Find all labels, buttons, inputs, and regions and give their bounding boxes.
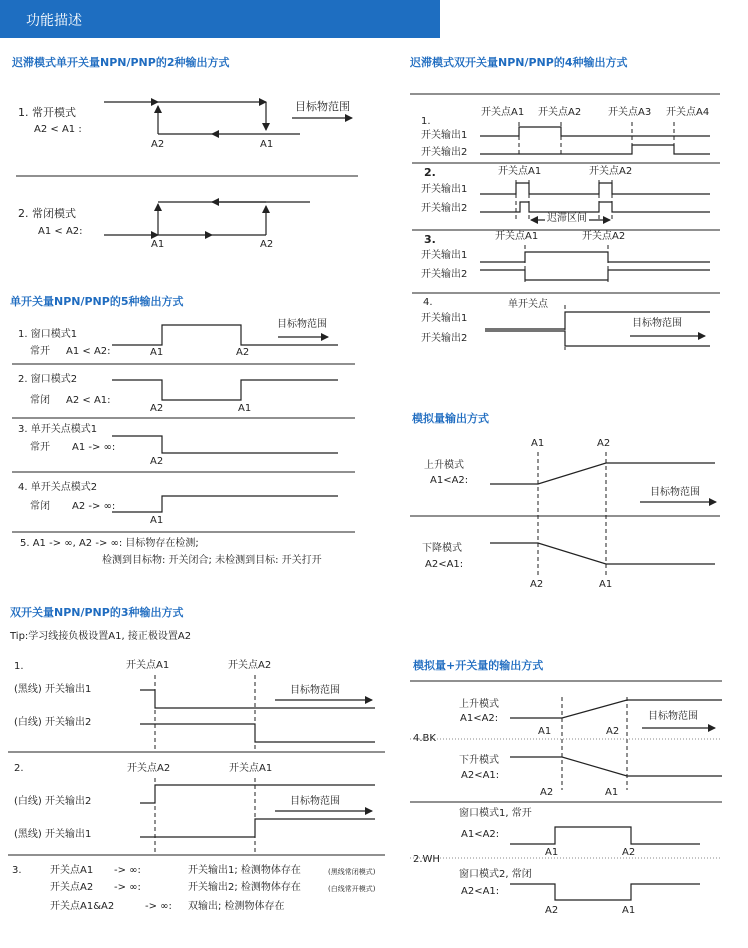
s6-window1-wave bbox=[510, 827, 700, 844]
s2-m2-a2: A2 bbox=[150, 403, 164, 414]
s2-title: 单开关量NPN/PNP的5种输出方式 bbox=[10, 295, 184, 308]
s3-p3-key: 开关点A1 bbox=[50, 865, 94, 876]
s3-p3-key: 开关点A2 bbox=[50, 882, 94, 893]
s3-title: 双开关量NPN/PNP的3种输出方式 bbox=[10, 606, 184, 619]
s4-p1-switchpoint: 开关点A3 bbox=[608, 107, 652, 118]
s3-p2-switchpoint-a2: 开关点A2 bbox=[127, 763, 171, 774]
s6-w2-a1: A1 bbox=[622, 905, 636, 916]
s4-p4-out2-label: 开关输出2 bbox=[421, 333, 468, 344]
s3-p1-out2-wave bbox=[140, 724, 375, 742]
s1-mode2-cond: A1 < A2: bbox=[38, 226, 83, 237]
s3-tip: Tip:学习线接负极设置A1, 接正极设置A2 bbox=[10, 631, 192, 642]
s2-m2-sub: 常闭 bbox=[30, 395, 50, 406]
s3-p3-value: 开关输出2; 检测物体存在 bbox=[188, 882, 301, 893]
s6-a1-label: A1 bbox=[538, 726, 552, 737]
s1-normally-closed-diagram bbox=[104, 202, 310, 235]
s5-rising-label: 上升模式 bbox=[424, 460, 464, 471]
s3-p2-switchpoint-a1: 开关点A1 bbox=[229, 763, 273, 774]
s4-p2-switchpoint-a2: 开关点A2 bbox=[589, 166, 633, 177]
s3-p3-note: (黑线常闭模式) bbox=[328, 868, 376, 876]
s3-p3-index: 3. bbox=[12, 865, 22, 876]
s2-m4-a1: A1 bbox=[150, 515, 164, 526]
s2-m2-cond: A2 < A1: bbox=[66, 395, 111, 406]
s3-p3-arrow: -> ∞: bbox=[114, 865, 141, 876]
s4-p3-index: 3. bbox=[424, 233, 436, 246]
s6-window2-cond: A2<A1: bbox=[461, 886, 500, 897]
s6-falling-label: 下升模式 bbox=[459, 755, 499, 766]
s6-window2-wave bbox=[510, 884, 700, 900]
s2-m4-label: 4. 单开关点模式2 bbox=[18, 482, 98, 493]
s2-m3-sub: 常开 bbox=[30, 442, 50, 453]
s6-window1-cond: A1<A2: bbox=[461, 829, 500, 840]
s2-m1-cond: A1 < A2: bbox=[66, 346, 111, 357]
s6-falling-curve bbox=[510, 757, 722, 776]
s4-p3-out1-label: 开关输出1 bbox=[421, 250, 468, 261]
s6-window1-label: 窗口模式1, 常开 bbox=[459, 808, 532, 819]
s5-falling-cond: A2<A1: bbox=[425, 559, 464, 570]
s6-w1-a1: A1 bbox=[545, 847, 559, 858]
s3-p1-out2-label: (白线) 开关输出2 bbox=[14, 717, 92, 728]
header-title: 功能描述 bbox=[26, 13, 82, 29]
s4-p4-out2-wave bbox=[485, 331, 710, 346]
s6-title: 模拟量+开关量的输出方式 bbox=[413, 659, 544, 672]
s6-wh-label: 2.WH bbox=[413, 854, 440, 865]
s3-p1-index: 1. bbox=[14, 661, 24, 672]
s1-a1-label-2: A1 bbox=[151, 239, 165, 250]
s3-p1-target-label: 目标物范围 bbox=[290, 685, 340, 696]
s2-m1-a1: A1 bbox=[150, 347, 164, 358]
s4-p2-index: 2. bbox=[424, 166, 436, 179]
s6-a1-bottom: A1 bbox=[605, 787, 619, 798]
s3-p3-note: (白线常开模式) bbox=[328, 885, 376, 893]
s3-p1-out1-label: (黑线) 开关输出1 bbox=[14, 684, 92, 695]
s3-p3-value: 开关输出1; 检测物体存在 bbox=[188, 865, 301, 876]
s2-m4-sub: 常闭 bbox=[30, 501, 50, 512]
s2-note5-line2: 检测到目标物: 开关闭合; 未检测到目标: 开关打开 bbox=[102, 555, 322, 566]
s6-a2-label: A2 bbox=[606, 726, 620, 737]
s4-p1-out2-label: 开关输出2 bbox=[421, 147, 468, 158]
s4-p3-out2-wave bbox=[480, 270, 710, 280]
s5-a2-top: A2 bbox=[597, 438, 611, 449]
s3-p3-key: 开关点A1&A2 bbox=[50, 901, 115, 912]
s5-a2-bottom: A2 bbox=[530, 579, 544, 590]
s5-a1-bottom: A1 bbox=[599, 579, 613, 590]
s2-m1-a2: A2 bbox=[236, 347, 250, 358]
s2-point1-wave bbox=[112, 436, 338, 453]
s4-p1-out1-wave bbox=[480, 127, 710, 136]
s2-m2-a1: A1 bbox=[238, 403, 252, 414]
s2-m3-label: 3. 单开关点模式1 bbox=[18, 424, 98, 435]
s4-p3-switchpoint-a1: 开关点A1 bbox=[495, 231, 539, 242]
s3-p2-out1-label: (白线) 开关输出2 bbox=[14, 796, 92, 807]
s4-p1-switchpoint: 开关点A1 bbox=[481, 107, 525, 118]
s4-p2-out1-wave bbox=[480, 183, 710, 194]
s1-a2-label-2: A2 bbox=[260, 239, 274, 250]
s3-p2-out2-wave bbox=[140, 819, 375, 837]
s1-mode2-label: 2. 常闭模式 bbox=[18, 207, 76, 220]
s6-w2-a2: A2 bbox=[545, 905, 559, 916]
s4-title: 迟滞模式双开关量NPN/PNP的4种输出方式 bbox=[410, 56, 628, 69]
s2-window2-wave bbox=[112, 380, 338, 400]
s5-falling-label: 下降模式 bbox=[422, 543, 462, 554]
s4-p4-target-label: 目标物范围 bbox=[632, 318, 682, 329]
s6-target-label: 目标物范围 bbox=[648, 711, 698, 722]
s6-falling-cond: A2<A1: bbox=[461, 770, 500, 781]
s2-m4-cond: A2 -> ∞: bbox=[72, 501, 116, 512]
s3-p1-switchpoint-a2: 开关点A2 bbox=[228, 660, 272, 671]
s4-hysteresis-label: 迟滞区间 bbox=[547, 213, 587, 224]
s6-a2-bottom: A2 bbox=[540, 787, 554, 798]
s6-window2-label: 窗口模式2, 常闭 bbox=[459, 869, 532, 880]
s6-w1-a2: A2 bbox=[622, 847, 636, 858]
s6-bk-label: 4.BK bbox=[413, 733, 436, 744]
s4-p1-switchpoint: 开关点A2 bbox=[538, 107, 582, 118]
s3-p3-arrow: -> ∞: bbox=[145, 901, 172, 912]
s4-p4-switchpoint: 单开关点 bbox=[508, 299, 548, 310]
s2-target-label: 目标物范围 bbox=[277, 319, 327, 330]
s3-p1-switchpoint-a1: 开关点A1 bbox=[126, 660, 170, 671]
s4-p2-out2-label: 开关输出2 bbox=[421, 203, 468, 214]
s4-p1-index: 1. bbox=[421, 116, 431, 127]
s5-target-label: 目标物范围 bbox=[650, 487, 700, 498]
s4-p1-switchpoint: 开关点A4 bbox=[666, 107, 710, 118]
s5-a1-top: A1 bbox=[531, 438, 545, 449]
s4-p3-out2-label: 开关输出2 bbox=[421, 269, 468, 280]
s6-rising-cond: A1<A2: bbox=[460, 713, 499, 724]
s2-m3-a2: A2 bbox=[150, 456, 164, 467]
s4-p2-out1-label: 开关输出1 bbox=[421, 184, 468, 195]
s4-p2-switchpoint-a1: 开关点A1 bbox=[498, 166, 542, 177]
s1-title: 迟滞模式单开关量NPN/PNP的2种输出方式 bbox=[12, 56, 230, 69]
s1-target-label: 目标物范围 bbox=[295, 100, 350, 113]
s4-p1-out1-label: 开关输出1 bbox=[421, 130, 468, 141]
s3-p3-value: 双输出; 检测物体存在 bbox=[188, 901, 285, 912]
s4-p3-switchpoint-a2: 开关点A2 bbox=[582, 231, 626, 242]
s4-p1-out2-wave bbox=[480, 145, 710, 154]
s4-p3-out1-wave bbox=[480, 252, 710, 262]
s3-p2-target-label: 目标物范围 bbox=[290, 796, 340, 807]
s4-p2-out2-wave bbox=[480, 202, 710, 212]
s4-p4-out1-label: 开关输出1 bbox=[421, 313, 468, 324]
s6-rising-label: 上升模式 bbox=[459, 699, 499, 710]
s5-rising-curve bbox=[490, 463, 715, 484]
s3-p2-index: 2. bbox=[14, 763, 24, 774]
s2-m3-cond: A1 -> ∞: bbox=[72, 442, 116, 453]
s1-a2-label: A2 bbox=[151, 139, 165, 150]
s3-p2-out2-label: (黑线) 开关输出1 bbox=[14, 829, 92, 840]
s1-mode1-label: 1. 常开模式 bbox=[18, 106, 76, 119]
s4-p4-index: 4. bbox=[423, 297, 433, 308]
s1-mode1-cond: A2 < A1 : bbox=[34, 124, 82, 135]
s3-p3-arrow: -> ∞: bbox=[114, 882, 141, 893]
s2-m1-label: 1. 窗口模式1 bbox=[18, 329, 78, 340]
s2-m1-sub: 常开 bbox=[30, 346, 50, 357]
s2-point2-wave bbox=[112, 496, 338, 512]
s5-rising-cond: A1<A2: bbox=[430, 475, 469, 486]
s5-falling-curve bbox=[490, 543, 715, 564]
s2-note5-line1: 5. A1 -> ∞, A2 -> ∞: 目标物存在检测; bbox=[20, 538, 199, 549]
s2-m2-label: 2. 窗口模式2 bbox=[18, 374, 78, 385]
s5-title: 模拟量输出方式 bbox=[412, 412, 489, 425]
s1-a1-label: A1 bbox=[260, 139, 274, 150]
